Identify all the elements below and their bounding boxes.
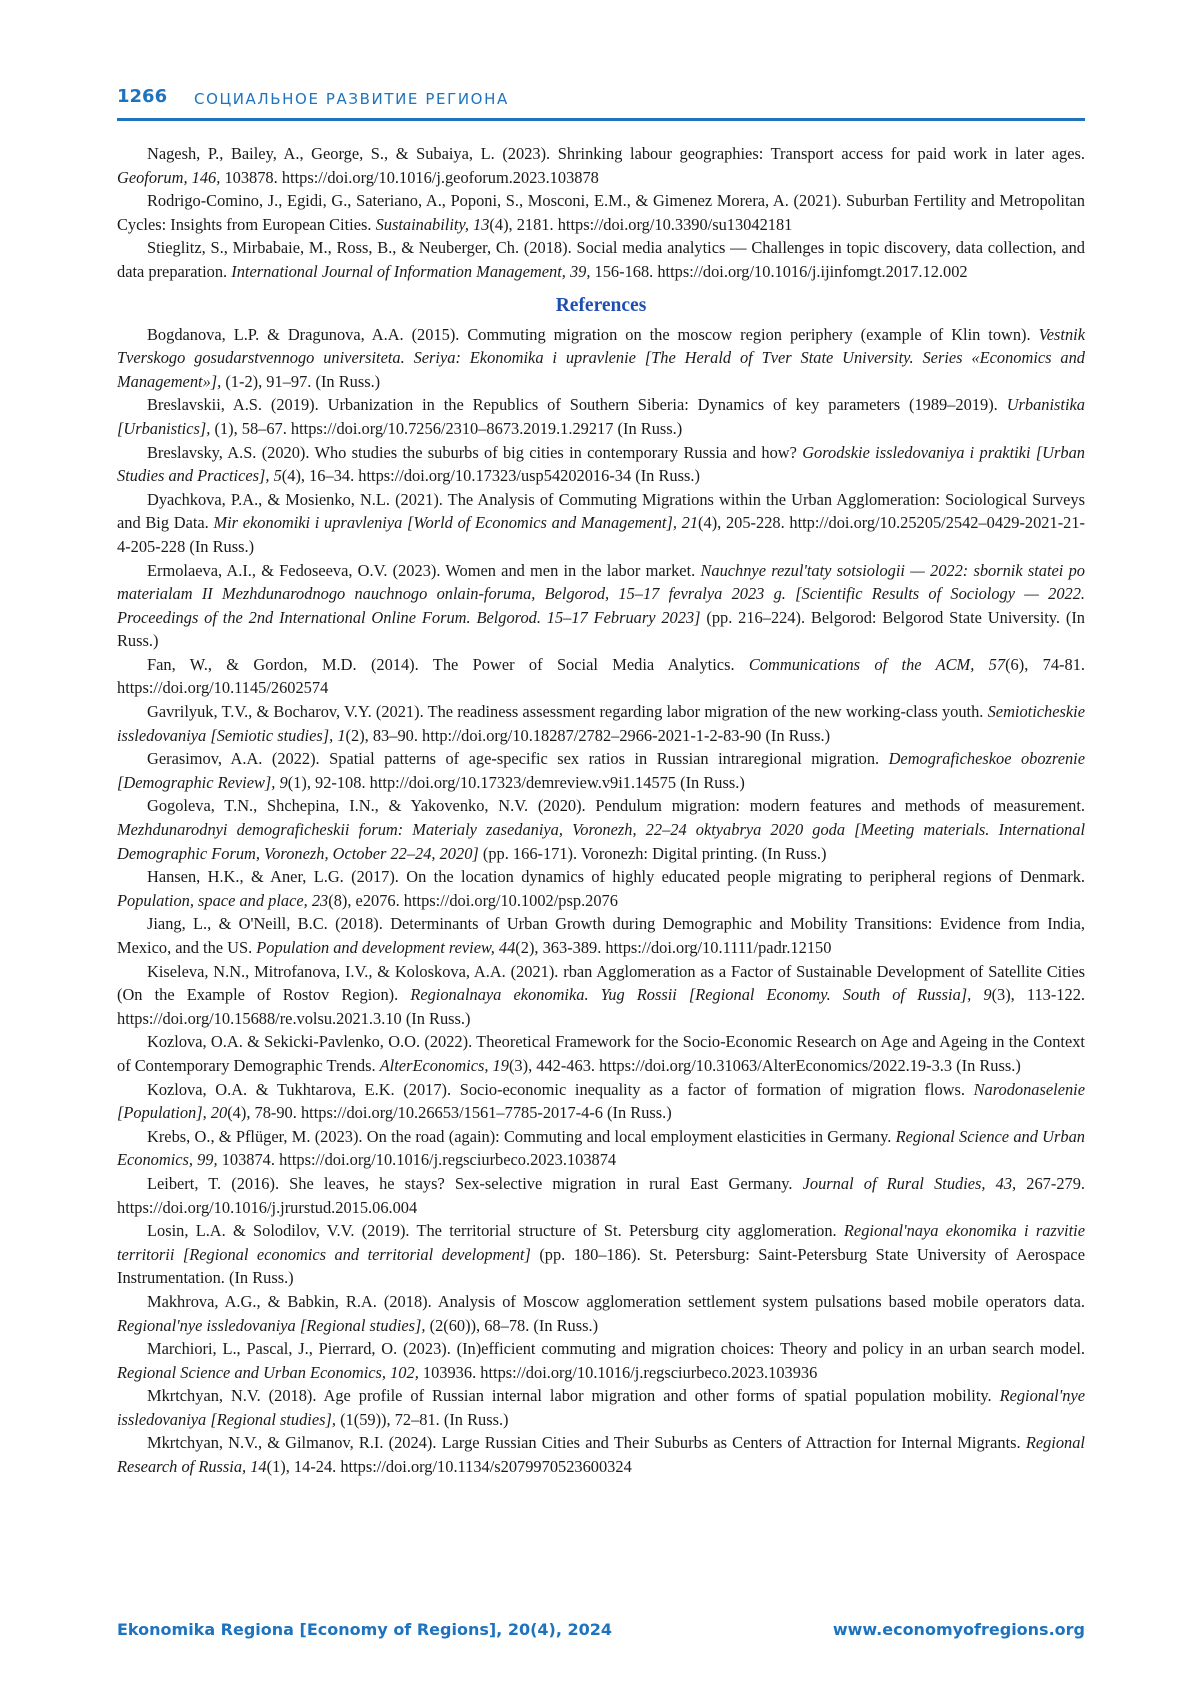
reference-entry [117,960,1085,1031]
reference-authors-title: Breslavsky, A.S. (2020). Who studies the suburbs of big cities in contemporary Russia and how? [147,442,803,462]
reference-details: (4), 205-228. http://doi.org/10.25205/2542–0429-2021-21-4-205-228 (In Russ.) [117,513,1086,556]
reference-list-transliterated [117,323,1085,1479]
reference-source: Mir ekonomiki i upravleniya [World of Economics and Management], 21 [213,513,699,533]
reference-source: Regionalnaya ekonomika. Yug Rossii [Regional Economy. South of Russia], 9 [410,985,992,1005]
reference-details: (8), e2076. https://doi.org/10.1002/psp.2076 [328,890,618,910]
reference-details: (3), 113-122. https://doi.org/10.15688/re.volsu.2021.3.10 (In Russ.) [117,985,1085,1028]
reference-source: Regional'nye issledovaniya [Regional studies], [117,1315,426,1335]
reference-details: (2), 363-389. https://doi.org/10.1111/padr.12150 [515,938,832,957]
reference-authors-title: Kozlova, O.A. & Tukhtarova, E.K. (2017). Socio-economic inequality as a factor of formation of migration flows. [147,1079,974,1099]
reference-authors-title: Bogdanova, L.P. & Dragunova, A.A. (2015). Commuting migration on the moscow region periphery (example of Klin town). [147,324,1039,344]
reference-details: 103874. https://doi.org/10.1016/j.regsciurbeco.2023.103874 [217,1150,617,1170]
reference-entry [117,1337,1085,1384]
reference-authors-title: Dyachkova, P.A., & Mosienko, N.L. (2021). The Analysis of Commuting Migrations within the Urban Agglomeration: Sociological Surveys and Big Data. [117,489,1085,533]
reference-authors-title: Ermolaeva, A.I., & Fedoseeva, O.V. (2023). Women and men in the labor market. [147,560,701,580]
reference-details: (4), 2181. https://doi.org/10.3390/su13042181 [489,214,793,234]
reference-authors-title: Marchiori, L., Pascal, J., Pierrard, O. (2023). (In)efficient commuting and migration choices: Theory and policy in an urban search model. [147,1339,1085,1359]
reference-entry [117,653,1085,700]
reference-entry [117,323,1085,394]
reference-entry [117,441,1085,488]
reference-source: Communications of the ACM, 57 [748,654,1006,674]
reference-authors-title: Mkrtchyan, N.V., & Gilmanov, R.I. (2024). Large Russian Cities and Their Suburbs as Centers of Attraction for Internal Migrants. [147,1433,1026,1453]
reference-entry [117,488,1085,559]
journal-citation: Ekonomika Regiona [Economy of Regions], 20(4), 2024 [117,1620,613,1639]
page-footer [117,1620,1085,1646]
reference-authors-title: Gerasimov, A.A. (2022). Spatial patterns of age-specific sex ratios in Russian intraregional migration. [147,749,889,769]
reference-authors-title: Stieglitz, S., Mirbabaie, M., Ross, B., & Neuberger, Ch. (2018). Social media analytics — Challenges in topic discovery, data collection, and data preparation. [117,238,1085,281]
reference-details: (2(60)), 68–78. (In Russ.) [425,1315,599,1335]
reference-details: (1(59)), 72–81. (In Russ.) [335,1409,509,1429]
reference-source: International Journal of Information Management, 39, [231,261,591,281]
reference-details: (4), 16–34. https://doi.org/10.17323/usp54202016-34 (In Russ.) [281,466,700,486]
reference-authors-title: Krebs, O., & Pflüger, M. (2023). On the road (again): Commuting and local employment elasticities in Germany. [147,1126,896,1146]
reference-details: (3), 442-463. https://doi.org/10.31063/AlterEconomics/2022.19-3.3 (In Russ.) [508,1055,1021,1075]
page-header [117,84,1085,121]
journal-website-link[interactable]: www.economyofregions.org [832,1620,1085,1639]
reference-source: Geoforum, 146, [117,167,221,187]
reference-details: 103936. https://doi.org/10.1016/j.regsciurbeco.2023.103936 [418,1362,818,1382]
reference-source: Regional'nye issledovaniya [Regional studies], [117,1386,1085,1429]
reference-entry [117,1030,1085,1077]
reference-entry [117,1172,1085,1219]
reference-list-original [117,142,1085,284]
reference-source: Semioticheskie issledovaniya [Semiotic studies], 1 [117,702,1085,745]
reference-entry [117,794,1085,865]
running-title: СОЦИАЛЬНОЕ РАЗВИТИЕ РЕГИОНА [194,90,509,108]
reference-entry [117,1431,1085,1478]
reference-source: Narodonaselenie [Population], 20 [117,1079,1085,1123]
reference-authors-title: Fan, W., & Gordon, M.D. (2014). The Power of Social Media Analytics. [147,654,749,674]
reference-source: Regional'naya ekonomika i razvitie territorii [Regional economics and territorial development] [117,1221,1085,1264]
section-heading: References [555,294,647,316]
reference-source: Nauchnye rezul'taty sotsiologii — 2022: sbornik statei po materialam II Mezhdunarodnogo nauchnogo onlain-foruma, Belgorod, 15–17 fevralya 2023 g. [Scientific Results of Sociology — 2022. Proceedings of the 2nd International Online Forum. Belgorod. 15–17 February 2023] [117,560,1085,627]
page-number: 1266 [117,86,168,107]
reference-details: (6), 74-81. https://doi.org/10.1145/2602574 [117,654,1085,698]
reference-source: Regional Science and Urban Economics, 99, [117,1126,1085,1170]
reference-entry [117,700,1085,747]
reference-authors-title: Gavrilyuk, T.V., & Bocharov, V.Y. (2021). The readiness assessment regarding labor migration of the new working-class youth. [147,702,988,722]
reference-entry [117,236,1085,283]
reference-entry [117,559,1085,653]
reference-source: Sustainability, 13 [375,214,490,234]
reference-details: (1), 14-24. https://doi.org/10.1134/s2079970523600324 [266,1457,632,1477]
reference-details: (1), 92-108. http://doi.org/10.17323/demreview.v9i1.14575 (In Russ.) [287,772,745,792]
reference-entry [117,1125,1085,1172]
reference-details: 156-168. https://doi.org/10.1016/j.ijinfomgt.2017.12.002 [590,261,968,281]
reference-details: 267-279. https://doi.org/10.1016/j.jrurstud.2015.06.004 [117,1173,1086,1217]
reference-entry [117,142,1085,189]
reference-authors-title: Gogoleva, T.N., Shchepina, I.N., & Yakovenko, N.V. (2020). Pendulum migration: modern features and methods of measurement. [147,796,1085,816]
reference-source: Journal of Rural Studies, 43, [802,1173,1017,1193]
reference-entry [117,912,1085,959]
reference-details: (pp. 166-171). Voronezh: Digital printing. (In Russ.) [478,843,827,863]
reference-authors-title: Hansen, H.K., & Aner, L.G. (2017). On the location dynamics of highly educated people migrating to peripheral regions of Denmark. [147,867,1085,887]
reference-details: 103878. https://doi.org/10.1016/j.geoforum.2023.103878 [220,167,599,187]
reference-source: AlterEconomics, 19 [379,1055,509,1075]
reference-source: Regional Research of Russia, 14 [117,1433,1085,1477]
reference-details: (1), 58–67. https://doi.org/10.7256/2310–8673.2019.1.29217 (In Russ.) [210,418,683,438]
reference-entry [117,393,1085,440]
reference-authors-title: Leibert, T. (2016). She leaves, he stays? Sex-selective migration in rural East Germany. [147,1173,803,1193]
reference-authors-title: Kozlova, O.A. & Sekicki-Pavlenko, O.O. (2022). Theoretical Framework for the Socio-Economic Research on Age and Ageing in the Context of Contemporary Demographic Trends. [117,1032,1085,1075]
reference-authors-title: Kiseleva, N.N., Mitrofanova, I.V., & Koloskova, A.A. (2021). rban Agglomeration as a Factor of Sustainable Development of Satellite Cities (On the Example of Rostov Region). [117,961,1085,1005]
reference-source: Population and development review, 44 [256,938,516,957]
reference-entry [117,1384,1085,1431]
reference-authors-title: Makhrova, A.G., & Babkin, R.A. (2018). Analysis of Moscow agglomeration settlement system pulsations based mobile operators data. [147,1291,1085,1311]
reference-authors-title: Rodrigo-Comino, J., Egidi, G., Sateriano, A., Poponi, S., Mosconi, E.M., & Gimenez Morera, A. (2021). Suburban Fertility and Metropolitan Cycles: Insights from European Cities. [117,191,1085,234]
reference-source: Gorodskie issledovaniya i praktiki [Urban Studies and Practices], 5 [117,442,1085,486]
reference-source: Regional Science and Urban Economics, 102, [117,1362,419,1382]
reference-source: Vestnik Tverskogo gosudarstvennogo universiteta. Seriya: Ekonomika i upravlenie [The Herald of Tver State University. Series «Economics and Management»], [117,324,1085,391]
reference-entry [117,747,1085,794]
reference-entry [117,1290,1085,1337]
reference-details: (2), 83–90. http://doi.org/10.18287/2782–2966-2021-1-2-83-90 (In Russ.) [345,725,831,745]
reference-source: Population, space and place, 23 [117,890,329,910]
reference-source: Mezhdunarodnyi demograficheskii forum: Materialy zasedaniya, Voronezh, 22–24 oktyabrya 2020 goda [Meeting materials. International Demographic Forum, Voronezh, October 22–24, 2020] [117,820,1085,863]
reference-authors-title: Nagesh, P., Bailey, A., George, S., & Subaiya, L. (2023). Shrinking labour geographies: Transport access for paid work in later ages. [147,144,1085,163]
reference-authors-title: Mkrtchyan, N.V. (2018). Age profile of Russian internal labor migration and other forms of spatial population mobility. [147,1386,1000,1406]
reference-details: (pp. 216–224). Belgorod: Belgorod State University. (In Russ.) [117,607,1085,651]
reference-details: (4), 78-90. https://doi.org/10.26653/1561–7785-2017-4-6 (In Russ.) [227,1103,672,1123]
reference-source: Demograficheskoe obozrenie [Demographic Review], 9 [117,749,1085,792]
references-content [117,142,1085,1479]
reference-authors-title: Losin, L.A. & Solodilov, V.V. (2019). The territorial structure of St. Petersburg city agglomeration. [147,1221,844,1241]
reference-authors-title: Breslavskii, A.S. (2019). Urbanization in the Republics of Southern Siberia: Dynamics of key parameters (1989–2019). [147,395,1007,415]
reference-details: (pp. 180–186). St. Petersburg: Saint-Petersburg State University of Aerospace Instrumentation. (In Russ.) [117,1244,1085,1288]
reference-entry [117,1219,1085,1290]
reference-source: Urbanistika [Urbanistics], [117,395,1085,438]
reference-details: (1-2), 91–97. (In Russ.) [221,371,381,391]
reference-entry [117,1078,1085,1125]
reference-entry [117,865,1085,912]
reference-authors-title: Jiang, L., & O'Neill, B.C. (2018). Determinants of Urban Growth during Demographic and Mobility Transitions: Evidence from India, Mexico, and the US. [117,914,1085,957]
reference-entry [117,189,1085,236]
